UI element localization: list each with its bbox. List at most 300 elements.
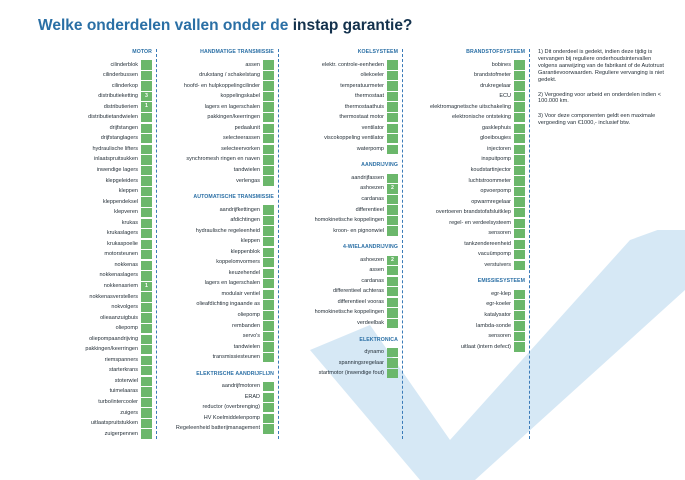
coverage-check-box: 2: [387, 184, 398, 193]
coverage-check-box: [263, 258, 274, 267]
coverage-check-box: [141, 429, 152, 438]
coverage-check-box: [141, 261, 152, 270]
item-label: bobines: [491, 61, 511, 68]
list-item: [283, 368, 402, 379]
list-item: [283, 347, 402, 358]
list-item: [159, 299, 278, 310]
list-item: [159, 154, 278, 165]
coverage-check-box: [263, 71, 274, 80]
coverage-check-box: [263, 81, 274, 90]
coverage-check-box: [141, 176, 152, 185]
section-heading: EMISSIESYSTEEM: [477, 278, 525, 285]
list-item: [159, 81, 278, 92]
coverage-check-box: [514, 219, 525, 228]
list-item: [283, 205, 402, 216]
list-item: [159, 402, 278, 413]
coverage-check-box: [514, 166, 525, 175]
list-item: [40, 207, 156, 218]
item-label: tandwielen: [233, 166, 260, 173]
coverage-check-box: [141, 81, 152, 90]
coverage-check-box: [141, 134, 152, 143]
item-label: egr-klep: [491, 290, 511, 297]
coverage-check-box: [387, 113, 398, 122]
list-item: [40, 302, 156, 313]
item-label: elektronische ontsteking: [451, 114, 511, 121]
footnotes: [538, 49, 666, 135]
coverage-check-box: [141, 197, 152, 206]
list-item: [159, 423, 278, 434]
item-label: uitlaat (intern defect): [460, 343, 511, 350]
item-label: thermostaat motor: [339, 114, 384, 121]
item-label: opvoerpomp: [480, 188, 511, 195]
coverage-check-box: [387, 319, 398, 328]
item-label: verstuivers: [484, 261, 511, 268]
coverage-check-box: [263, 403, 274, 412]
column-1: [40, 49, 157, 439]
coverage-check-box: [141, 208, 152, 217]
item-label: krukaslagers: [106, 230, 138, 237]
coverage-check-box: [263, 279, 274, 288]
coverage-check-box: [263, 166, 274, 175]
item-label: rembanden: [232, 322, 260, 329]
item-label: temperatuurmeter: [340, 82, 384, 89]
column-4: [405, 49, 530, 439]
coverage-check-box: 1: [141, 102, 152, 111]
item-label: pakkingen/keerringen: [85, 346, 138, 353]
item-label: tuimelaaras: [109, 388, 138, 395]
list-item: [405, 207, 529, 218]
coverage-check-box: [514, 250, 525, 259]
list-item: [159, 310, 278, 321]
coverage-check-box: [387, 348, 398, 357]
list-item: [405, 123, 529, 134]
item-label: sensoren: [488, 333, 511, 340]
list-item: [159, 226, 278, 237]
item-label: hydraulische regeleenheid: [195, 227, 260, 234]
list-item: [159, 205, 278, 216]
list-item: [405, 154, 529, 165]
list-item: [405, 239, 529, 250]
list-item: [40, 60, 156, 71]
list-item: [159, 381, 278, 392]
item-label: zuigerpennen: [104, 430, 138, 437]
item-label: gasklephuis: [481, 124, 511, 131]
list-item: [283, 265, 402, 276]
coverage-check-box: [141, 419, 152, 428]
item-label: nokkenasverstellers: [89, 293, 138, 300]
coverage-check-box: [514, 145, 525, 154]
item-label: aandrijfkettingen: [219, 206, 260, 213]
item-label: turbo/intercooler: [98, 399, 138, 405]
coverage-check-box: [141, 335, 152, 344]
section-heading: ELEKTRISCHE AANDRIJFLIJN: [196, 370, 274, 377]
coverage-check-box: [514, 81, 525, 90]
coverage-check-box: [387, 92, 398, 101]
list-item: [283, 112, 402, 123]
item-label: assen: [245, 61, 260, 68]
item-label: HV Koelmiddelenpomp: [203, 414, 260, 421]
item-label: olieafdichting ingaande as: [196, 301, 260, 308]
section-heading: ELEKTRONICA: [359, 336, 398, 343]
coverage-check-box: [141, 271, 152, 280]
item-label: tandwielen: [233, 343, 260, 350]
coverage-check-box: [514, 134, 525, 143]
item-label: oliepomp: [115, 325, 138, 332]
item-label: brandstofmeter: [474, 72, 511, 79]
list-item: [405, 197, 529, 208]
list-item: [40, 429, 156, 440]
coverage-check-box: [387, 124, 398, 133]
coverage-check-box: [263, 424, 274, 433]
coverage-check-box: [141, 229, 152, 238]
list-item: [159, 112, 278, 123]
list-item: [40, 144, 156, 155]
coverage-check-box: [387, 226, 398, 235]
list-item: [405, 321, 529, 332]
coverage-check-box: [263, 226, 274, 235]
footnote-2: 2) Vergoeding voor arbeid en onderdelen indien < 100.000 km.: [538, 91, 661, 105]
item-label: viscokoppeling ventilator: [324, 135, 384, 142]
list-item: [159, 413, 278, 424]
list-item: [283, 276, 402, 287]
item-label: startmotor (inwendige fout): [318, 370, 384, 377]
item-label: lagers en lagerschalen: [204, 280, 260, 287]
coverage-check-box: [141, 408, 152, 417]
item-label: katalysator: [484, 312, 511, 319]
coverage-check-box: [263, 134, 274, 143]
item-label: homokinetische koppelingen: [314, 217, 384, 224]
list-item: [283, 70, 402, 81]
item-label: distributieketting: [98, 93, 138, 100]
item-label: thermostaathuis: [344, 103, 384, 110]
item-label: drijfstanglagers: [100, 135, 138, 142]
coverage-check-box: [387, 266, 398, 275]
list-item: [405, 260, 529, 271]
list-item: [159, 133, 278, 144]
list-item: [40, 176, 156, 187]
list-item: [40, 154, 156, 165]
item-label: nokvolgers: [111, 304, 138, 311]
list-item: [40, 313, 156, 324]
item-label: ashoezen: [360, 256, 384, 263]
item-label: oliepomp: [237, 312, 260, 319]
list-item: [405, 228, 529, 239]
section-gap: [405, 270, 529, 278]
coverage-check-box: [387, 205, 398, 214]
item-label: afdichtingen: [230, 217, 260, 224]
item-label: verlengas: [236, 177, 260, 184]
coverage-check-box: [141, 187, 152, 196]
coverage-check-box: [141, 166, 152, 175]
item-label: aandrijfmotoren: [221, 383, 260, 390]
item-label: thermostaat: [354, 93, 384, 100]
list-item: [40, 91, 156, 102]
item-label: differentieel achteras: [333, 288, 384, 295]
item-label: elektromagnetische uitschakeling: [429, 103, 511, 110]
list-item: [159, 215, 278, 226]
coverage-check-box: [141, 313, 152, 322]
coverage-check-box: [387, 134, 398, 143]
list-item: [405, 165, 529, 176]
coverage-check-box: [263, 145, 274, 154]
section-heading: HANDMATIGE TRANSMISSIE: [200, 49, 274, 55]
coverage-check-box: [514, 176, 525, 185]
list-item: [283, 358, 402, 369]
section-heading: AUTOMATISCHE TRANSMISSIE: [193, 194, 274, 201]
coverage-check-box: [141, 250, 152, 259]
list-item: [40, 186, 156, 197]
item-label: transmissiesteunen: [212, 354, 260, 361]
section-gap: [283, 236, 402, 244]
item-label: klepgeleiders: [105, 177, 138, 184]
coverage-check-box: [263, 248, 274, 257]
item-label: dynamo: [364, 349, 384, 356]
item-label: nokkenasriem: [103, 282, 138, 289]
item-label: spanningsregelaar: [338, 359, 384, 366]
coverage-check-box: [263, 311, 274, 320]
coverage-check-box: [387, 60, 398, 69]
list-item: [405, 176, 529, 187]
list-item: [40, 281, 156, 292]
list-item: [159, 352, 278, 363]
list-item: [40, 70, 156, 81]
list-item: [283, 173, 402, 184]
list-item: [40, 112, 156, 123]
list-item: [159, 60, 278, 71]
coverage-check-box: [263, 353, 274, 362]
list-item: [40, 418, 156, 429]
item-label: klepveren: [114, 209, 138, 216]
list-item: [405, 218, 529, 229]
list-item: [283, 318, 402, 329]
item-label: lambda-sonde: [476, 322, 511, 329]
coverage-check-box: [263, 124, 274, 133]
coverage-check-box: 2: [387, 256, 398, 265]
item-label: luchtstroommeter: [468, 177, 511, 184]
item-label: egr-koeler: [486, 301, 511, 308]
coverage-check-box: [263, 332, 274, 341]
coverage-check-box: [263, 382, 274, 391]
item-label: drukstang / schakelstang: [199, 72, 260, 79]
item-label: inwendige lagers: [96, 166, 138, 173]
list-item: [159, 176, 278, 187]
list-item: [40, 270, 156, 281]
item-label: drukregelaar: [480, 82, 511, 89]
list-item: [283, 286, 402, 297]
coverage-check-box: [514, 92, 525, 101]
list-item: [40, 397, 156, 408]
list-item: [405, 342, 529, 353]
list-item: [283, 81, 402, 92]
coverage-check-box: [263, 113, 274, 122]
item-label: kroon- en pignonwiel: [333, 227, 384, 234]
item-label: zuigers: [120, 409, 138, 416]
coverage-check-box: [514, 229, 525, 238]
list-item: [159, 165, 278, 176]
list-item: [40, 323, 156, 334]
list-item: [40, 365, 156, 376]
list-item: [159, 257, 278, 268]
item-label: cilinderblok: [110, 61, 138, 68]
item-label: selecteerassen: [223, 135, 260, 142]
coverage-check-box: [141, 71, 152, 80]
list-item: [40, 292, 156, 303]
coverage-check-box: [263, 290, 274, 299]
list-item: [405, 331, 529, 342]
item-label: ERAD: [244, 393, 260, 400]
item-label: uitlaatspruitstukken: [90, 420, 138, 427]
coverage-check-box: 3: [141, 92, 152, 101]
coverage-check-box: [141, 324, 152, 333]
section-heading: MOTOR: [132, 49, 152, 55]
item-label: servo's: [242, 333, 260, 340]
coverage-check-box: [141, 345, 152, 354]
list-item: [159, 247, 278, 258]
list-item: [159, 144, 278, 155]
coverage-check-box: [514, 342, 525, 351]
column-2: [159, 49, 279, 439]
list-item: [159, 70, 278, 81]
coverage-check-box: [387, 81, 398, 90]
item-label: nokkenas: [114, 261, 138, 268]
list-item: [40, 249, 156, 260]
coverage-check-box: [263, 205, 274, 214]
section-gap: [159, 186, 278, 194]
item-label: stoterwiel: [114, 377, 138, 384]
item-label: kleppendeksel: [102, 198, 138, 205]
list-item: [159, 123, 278, 134]
coverage-check-box: [141, 219, 152, 228]
item-label: distributietandwielen: [88, 114, 138, 121]
item-label: ashoezen: [360, 185, 384, 192]
footnote-3: 3) Voor deze componenten geldt een maximale vergoeding van €1000,- inclusief btw.: [538, 113, 656, 127]
list-item: [40, 228, 156, 239]
section-heading: 4-WIELAANDRIJVING: [342, 244, 398, 251]
coverage-check-box: [514, 197, 525, 206]
coverage-check-box: [141, 398, 152, 407]
coverage-check-box: [263, 321, 274, 330]
list-item: [159, 236, 278, 247]
item-label: krukas: [121, 219, 138, 226]
coverage-check-box: [141, 155, 152, 164]
item-label: aandrijfassen: [351, 174, 384, 181]
coverage-check-box: [263, 269, 274, 278]
coverage-check-box: [141, 292, 152, 301]
item-label: pedaalunit: [234, 124, 260, 131]
coverage-check-box: [514, 124, 525, 133]
item-label: selecteervorken: [221, 145, 260, 152]
coverage-check-box: [514, 113, 525, 122]
item-label: drijfstangen: [109, 124, 138, 131]
item-label: ECU: [499, 93, 511, 100]
list-item: [405, 186, 529, 197]
coverage-check-box: [263, 155, 274, 164]
list-item: [283, 123, 402, 134]
list-item: [159, 321, 278, 332]
coverage-check-box: [141, 124, 152, 133]
coverage-check-box: [387, 277, 398, 286]
item-label: verdeelbak: [357, 319, 384, 326]
item-label: differentieel vooras: [337, 298, 384, 305]
coverage-check-box: [387, 145, 398, 154]
list-item: [159, 102, 278, 113]
item-label: ventilator: [361, 124, 384, 131]
coverage-check-box: [387, 287, 398, 296]
item-label: gloeibougies: [480, 135, 511, 142]
item-label: Regeleenheid batterijmanagement: [175, 425, 260, 432]
item-label: nokkenaslagers: [99, 272, 138, 279]
coverage-check-box: [263, 393, 274, 402]
list-item: [283, 91, 402, 102]
coverage-check-box: [387, 308, 398, 317]
list-item: [405, 144, 529, 155]
list-item: [283, 226, 402, 237]
list-item: [40, 239, 156, 250]
list-item: [405, 310, 529, 321]
coverage-check-box: [263, 300, 274, 309]
item-label: sensoren: [488, 230, 511, 237]
coverage-check-box: [387, 174, 398, 183]
list-item: [405, 299, 529, 310]
item-label: tankzendereenheid: [464, 240, 511, 247]
coverage-check-box: [514, 71, 525, 80]
coverage-check-box: [141, 377, 152, 386]
coverage-check-box: [141, 240, 152, 249]
list-item: [159, 289, 278, 300]
column-3: [283, 49, 403, 439]
list-item: [283, 194, 402, 205]
item-label: koppelomvormers: [216, 259, 260, 266]
item-label: regel- en verdeelsysteem: [449, 219, 511, 226]
item-label: cardanas: [361, 196, 384, 203]
coverage-check-box: [514, 187, 525, 196]
item-label: distributieriem: [103, 103, 138, 110]
list-item: [283, 133, 402, 144]
item-label: inlaatspruitsukken: [93, 156, 138, 163]
item-label: overtoeren brandstofafsluitklep: [435, 209, 511, 216]
item-label: cilinderkop: [111, 82, 138, 89]
coverage-check-box: [387, 71, 398, 80]
list-item: [283, 297, 402, 308]
list-item: [283, 255, 402, 266]
item-label: oliekoeler: [360, 72, 384, 79]
coverage-check-box: [514, 208, 525, 217]
section-gap: [283, 329, 402, 337]
list-item: [40, 81, 156, 92]
page-title: [38, 17, 412, 35]
coverage-check-box: [141, 113, 152, 122]
item-label: cilinderbussen: [102, 72, 138, 79]
list-item: [159, 392, 278, 403]
list-item: [283, 144, 402, 155]
list-item: [159, 268, 278, 279]
coverage-check-box: [514, 240, 525, 249]
coverage-check-box: [514, 311, 525, 320]
coverage-check-box: [263, 102, 274, 111]
item-label: starterkrans: [108, 367, 138, 374]
list-item: [40, 165, 156, 176]
list-item: [40, 197, 156, 208]
item-label: differentieel: [355, 206, 384, 213]
section-gap: [283, 154, 402, 162]
item-label: injectoren: [487, 145, 511, 152]
item-label: kleppen: [118, 188, 138, 195]
list-item: [40, 344, 156, 355]
list-item: [283, 102, 402, 113]
list-item: [405, 133, 529, 144]
item-label: modulair ventiel: [221, 290, 260, 297]
coverage-check-box: [387, 298, 398, 307]
